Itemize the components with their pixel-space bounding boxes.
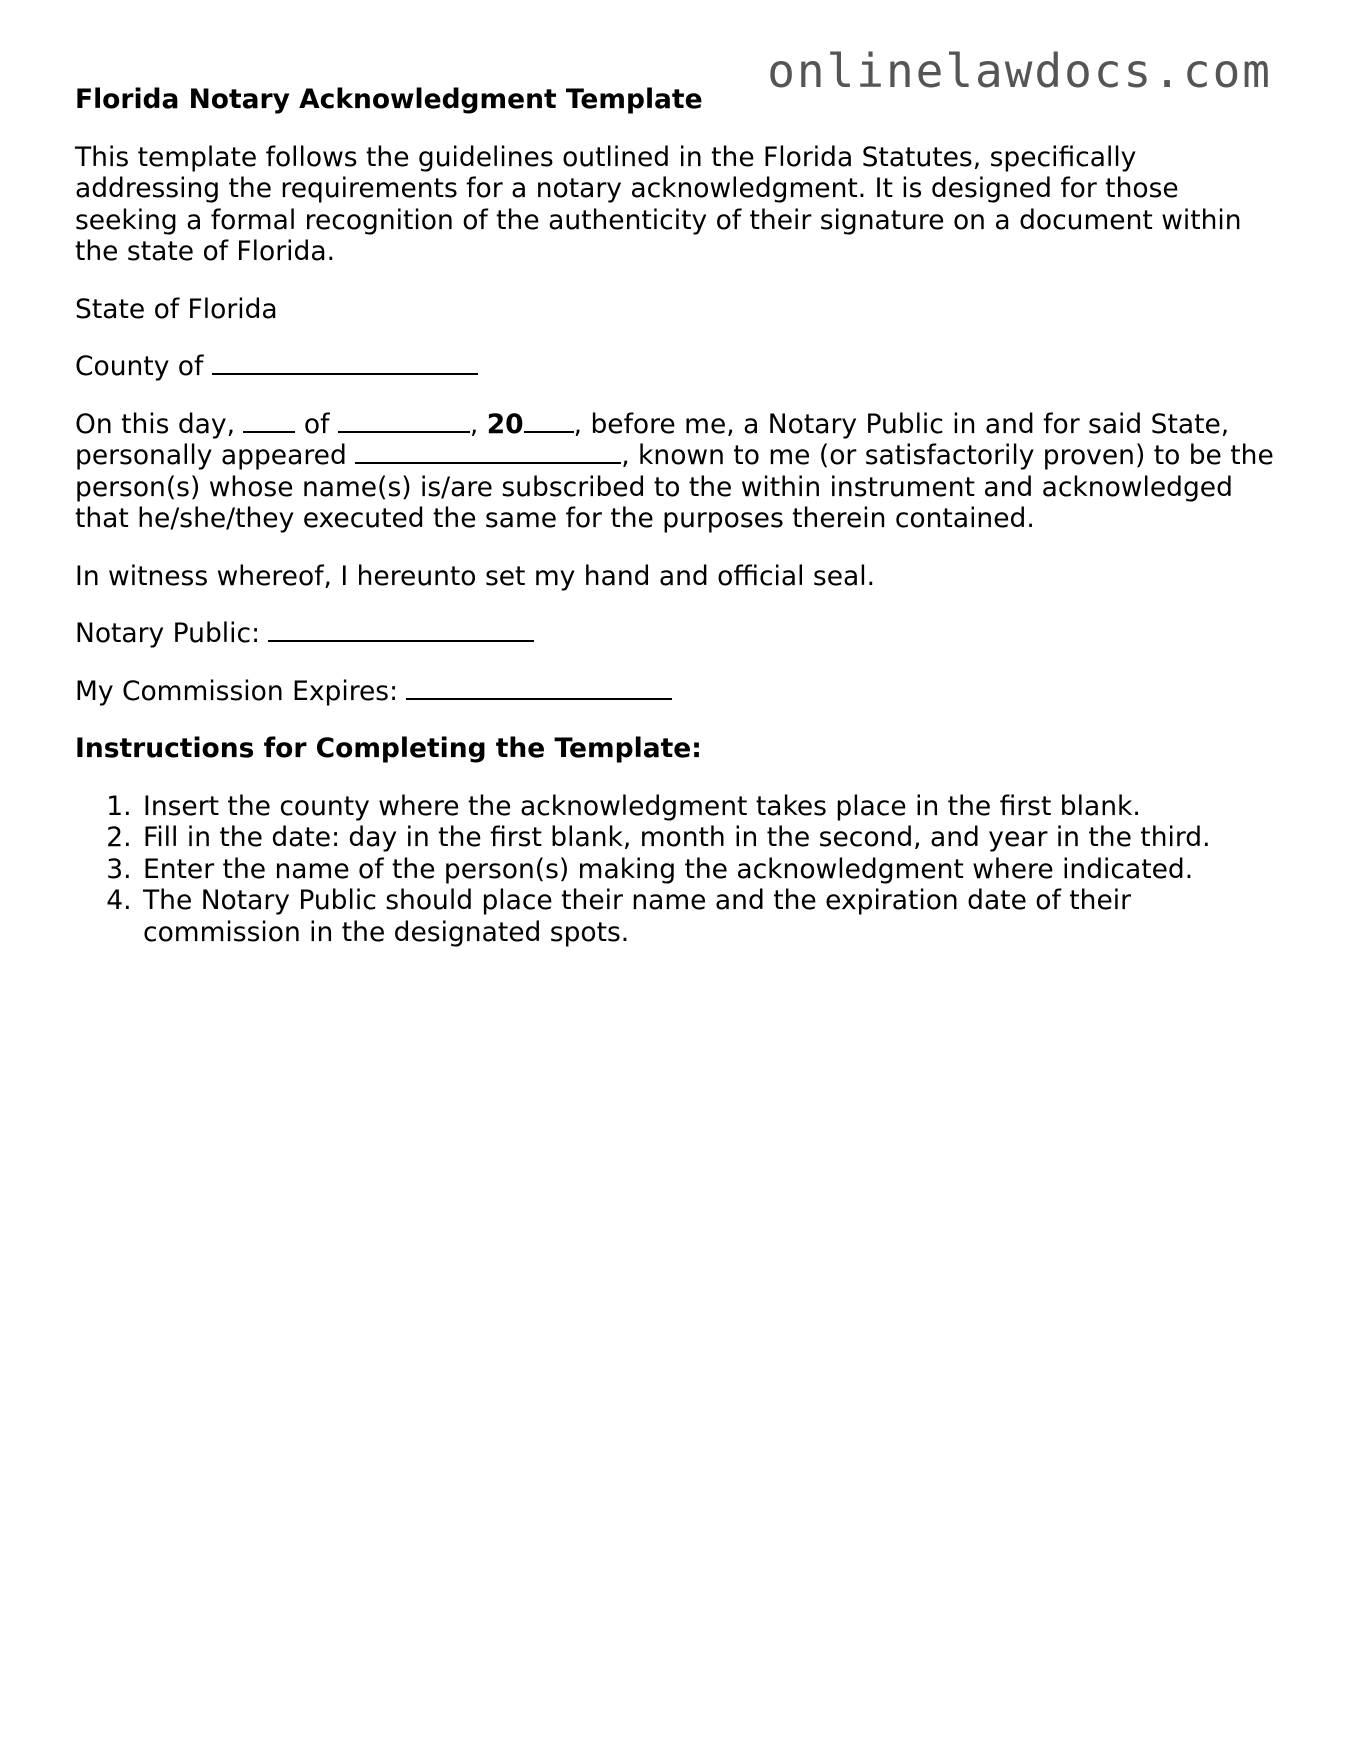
witness-line: In witness whereof, I hereunto set my hand and official seal. [75, 560, 876, 592]
person-name-blank[interactable] [355, 440, 621, 464]
county-label: County of [75, 351, 212, 382]
ack-text-2: of [295, 408, 338, 440]
notary-public-line [75, 618, 1285, 650]
commission-line [75, 676, 1285, 708]
month-blank[interactable] [338, 409, 470, 433]
notary-public-blank[interactable] [268, 618, 534, 642]
day-blank[interactable] [243, 409, 295, 433]
instructions-list [75, 791, 1285, 949]
ack-text-5: , known to me (or satisfactorily proven) to be the person(s) whose name(s) is/are subscribed to the within instrument and acknowledged that he/she/they executed the same for the purposes therein contained. [75, 440, 1274, 534]
state-line: State of Florida [75, 293, 278, 325]
commission-blank[interactable] [406, 676, 672, 700]
ack-text-4: , before me, a Notary Public in and for said State, personally appeared [75, 408, 1230, 471]
county-blank[interactable] [212, 351, 478, 375]
list-item: 1. Insert the county where the acknowledgment takes place in the first blank. [140, 791, 1285, 823]
instructions-heading: Instructions for Completing the Template: [75, 733, 702, 764]
intro-paragraph: This template follows the guidelines outlined in the Florida Statutes, specifically addressing the requirements for a notary acknowledgment. It is designed for those seeking a formal recognition of the authenticity of their signature on a document within the state of Florida. [75, 141, 1242, 267]
ack-text-3: , [469, 408, 487, 440]
county-line [75, 351, 1285, 383]
ack-text-1: On this day, [75, 408, 244, 440]
list-item: 2. Fill in the date: day in the first blank, month in the second, and year in the third. [140, 822, 1285, 854]
list-item: 4. The Notary Public should place their name and the expiration date of their commission in the designated spots. [140, 885, 1285, 948]
document-page [75, 84, 1285, 948]
acknowledgment-paragraph [75, 409, 1285, 535]
notary-public-label: Notary Public: [75, 618, 269, 649]
watermark: onlinelawdocs.com [767, 44, 1272, 98]
year-prefix: 20 [486, 408, 524, 440]
commission-label: My Commission Expires: [75, 675, 407, 707]
list-item: 3. Enter the name of the person(s) making the acknowledgment where indicated. [140, 854, 1285, 886]
year-blank[interactable] [524, 409, 574, 433]
document-title: Florida Notary Acknowledgment Template [75, 84, 703, 115]
